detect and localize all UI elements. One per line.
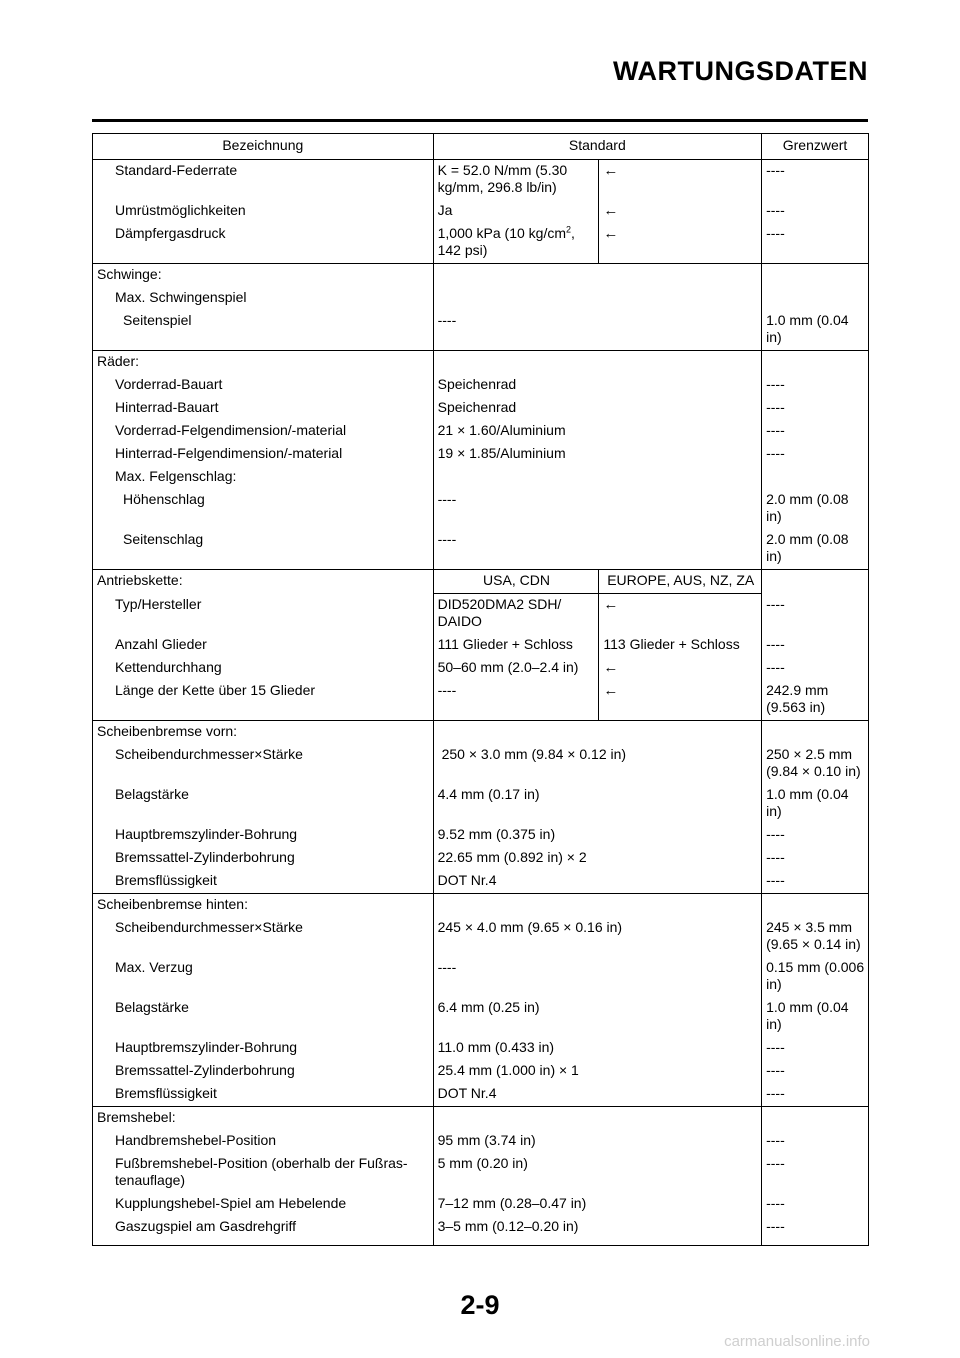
group-heading-row (93, 264, 869, 288)
table-row (93, 1060, 869, 1083)
region-europe: EUROPE, AUS, NZ, ZA (599, 570, 762, 594)
group-heading: Scheibenbremse hinten: (93, 894, 434, 918)
table-row (93, 917, 869, 957)
same-as-left-arrow: ← (599, 680, 762, 721)
table-row (93, 957, 869, 997)
same-as-left-arrow: ← (599, 223, 762, 264)
table-row (93, 443, 869, 466)
row-label: Kupplungshebel-Spiel am Hebelende (115, 1195, 347, 1211)
limit-value: ---- (762, 374, 869, 397)
limit-value: ---- (762, 634, 869, 657)
page-number: 2-9 (460, 1290, 500, 1320)
std-value-2: 113 Glieder + Schloss (599, 634, 762, 657)
limit-value: ---- (762, 1083, 869, 1107)
page-title: WARTUNGSDATEN (613, 56, 868, 86)
table-row (93, 594, 869, 635)
std-value: Speichenrad (433, 397, 761, 420)
limit-value: ---- (762, 1060, 869, 1083)
std-value: 50–60 mm (2.0–2.4 in) (433, 657, 599, 680)
table-row (93, 310, 869, 351)
group-heading: Räder: (93, 351, 434, 375)
table-row (93, 744, 869, 784)
group-heading: Bremshebel: (93, 1107, 434, 1131)
table-row (93, 680, 869, 721)
table-row (93, 420, 869, 443)
spec-table (92, 133, 869, 1246)
row-label: Hinterrad-Felgendimension/-material (115, 445, 343, 461)
std-value: DID520DMA2 SDH/ DAIDO (433, 594, 599, 635)
limit-value: 250 × 2.5 mm (9.84 × 0.10 in) (762, 744, 869, 784)
table-row (93, 1216, 869, 1246)
row-label: Scheibendurchmesser×Stärke (115, 746, 303, 762)
group-heading-row (93, 570, 869, 594)
table-row (93, 1083, 869, 1107)
table-row (93, 784, 869, 824)
row-label: Vorderrad-Bauart (115, 376, 223, 392)
row-label: Gaszugspiel am Gasdrehgriff (115, 1218, 297, 1234)
std-value: ---- (433, 310, 761, 351)
table-row (93, 160, 869, 201)
table-row (93, 223, 869, 264)
limit-value: ---- (762, 1037, 869, 1060)
row-label: Kettendurchhang (115, 659, 222, 675)
std-value: ---- (433, 957, 761, 997)
std-value: 95 mm (3.74 in) (433, 1130, 761, 1153)
header-standard: Standard (433, 134, 761, 160)
table-row (93, 1153, 869, 1193)
limit-value: ---- (762, 200, 869, 223)
table-row (93, 1037, 869, 1060)
row-label: Seitenspiel (123, 312, 192, 328)
same-as-left-arrow: ← (599, 200, 762, 223)
std-value: 11.0 mm (0.433 in) (433, 1037, 761, 1060)
std-value: ---- (433, 489, 761, 529)
std-value: 245 × 4.0 mm (9.65 × 0.16 in) (433, 917, 761, 957)
table-row (93, 657, 869, 680)
group-heading-row (93, 721, 869, 745)
row-label: Fußbremshebel-Position (oberhalb der Fußras-tenauflage) (115, 1155, 408, 1188)
table-row (93, 1193, 869, 1216)
table-row (93, 489, 869, 529)
limit-value: ---- (762, 870, 869, 894)
std-value: 5 mm (0.20 in) (433, 1153, 761, 1193)
row-label: Standard-Federrate (115, 162, 238, 178)
std-value: 7–12 mm (0.28–0.47 in) (433, 1193, 761, 1216)
limit-value: ---- (762, 594, 869, 635)
group-heading: Schwinge: (93, 264, 434, 288)
row-label: Max. Verzug (115, 959, 193, 975)
limit-value: ---- (762, 847, 869, 870)
std-value: 1,000 kPa (10 $kg/cm^2$, 142 psi) (433, 223, 599, 264)
limit-value: ---- (762, 1216, 869, 1246)
std-value: 3–5 mm (0.12–0.20 in) (433, 1216, 761, 1246)
group-heading-row (93, 1107, 869, 1131)
row-label: Max. Felgenschlag: (115, 468, 237, 484)
group-heading-row (93, 351, 869, 375)
std-value: 21 × 1.60/Aluminium (433, 420, 761, 443)
header-row (93, 134, 869, 160)
same-as-left-arrow: ← (599, 160, 762, 201)
std-value: DOT Nr.4 (433, 1083, 761, 1107)
row-label: Hauptbremszylinder-Bohrung (115, 826, 298, 842)
std-value: 19 × 1.85/Aluminium (433, 443, 761, 466)
row-label: Handbremshebel-Position (115, 1132, 277, 1148)
group-heading-row (93, 894, 869, 918)
limit-value: ---- (762, 1193, 869, 1216)
header-grenzwert: Grenzwert (762, 134, 869, 160)
table-row (93, 824, 869, 847)
row-label: Belagstärke (115, 999, 189, 1015)
limit-value: ---- (762, 443, 869, 466)
row-label: Hinterrad-Bauart (115, 399, 219, 415)
footer-watermark[interactable]: carmanualsonline.info (724, 1333, 870, 1350)
limit-value: 0.15 mm (0.006 in) (762, 957, 869, 997)
limit-value: ---- (762, 160, 869, 201)
std-value: ---- (433, 529, 761, 570)
std-value: ---- (433, 680, 599, 721)
table-row (93, 466, 869, 489)
limit-value: 2.0 mm (0.08 in) (762, 489, 869, 529)
table-row (93, 997, 869, 1037)
row-label: Hauptbremszylinder-Bohrung (115, 1039, 298, 1055)
table-row (93, 200, 869, 223)
same-as-left-arrow: ← (599, 594, 762, 635)
std-value: 6.4 mm (0.25 in) (433, 997, 761, 1037)
std-value: 22.65 mm (0.892 in) × 2 (433, 847, 761, 870)
limit-value: 1.0 mm (0.04 in) (762, 784, 869, 824)
group-heading: Scheibenbremse vorn: (93, 721, 434, 745)
row-label: Höhenschlag (123, 491, 205, 507)
std-value: 9.52 mm (0.375 in) (433, 824, 761, 847)
row-label: Typ/Hersteller (115, 595, 202, 612)
limit-value: ---- (762, 397, 869, 420)
row-label: Bremssattel-Zylinderbohrung (115, 849, 295, 865)
row-label: Max. Schwingenspiel (115, 289, 247, 305)
table-row (93, 634, 869, 657)
table-row (93, 870, 869, 894)
limit-value: 1.0 mm (0.04 in) (762, 997, 869, 1037)
std-value: Ja (433, 200, 599, 223)
row-label: Bremsflüssigkeit (115, 872, 217, 888)
row-label: Scheibendurchmesser×Stärke (115, 919, 303, 935)
table-row (93, 287, 869, 310)
row-label: Vorderrad-Felgendimension/-material (115, 422, 347, 438)
region-usa-cdn: USA, CDN (433, 570, 599, 594)
table-row (93, 529, 869, 570)
limit-value: 2.0 mm (0.08 in) (762, 529, 869, 570)
table-row (93, 374, 869, 397)
limit-value: ---- (762, 657, 869, 680)
limit-value: ---- (762, 223, 869, 264)
std-value: 4.4 mm (0.17 in) (433, 784, 761, 824)
std-value: 25.4 mm (1.000 in) × 1 (433, 1060, 761, 1083)
header-bezeichnung: Bezeichnung (93, 134, 434, 160)
table-row (93, 847, 869, 870)
limit-value: ---- (762, 420, 869, 443)
std-value: 250 × 3.0 mm (9.84 × 0.12 in) (433, 744, 761, 784)
std-value: 111 Glieder + Schloss (433, 634, 599, 657)
title-rule (92, 119, 868, 122)
same-as-left-arrow: ← (599, 657, 762, 680)
std-value: DOT Nr.4 (433, 870, 761, 894)
limit-value: 1.0 mm (0.04 in) (762, 310, 869, 351)
std-value: Speichenrad (433, 374, 761, 397)
row-label: Umrüstmöglichkeiten (115, 202, 246, 218)
group-heading: Antriebskette: (93, 570, 434, 594)
table-row (93, 397, 869, 420)
row-label: Anzahl Glieder (115, 636, 207, 652)
table-row (93, 1130, 869, 1153)
std-value: K = 52.0 N/mm (5.30 kg/mm, 296.8 lb/in) (433, 160, 599, 201)
limit-value: ---- (762, 1130, 869, 1153)
limit-value: 245 × 3.5 mm (9.65 × 0.14 in) (762, 917, 869, 957)
limit-value: ---- (762, 824, 869, 847)
row-label: Bremsflüssigkeit (115, 1085, 217, 1101)
limit-value: 242.9 mm (9.563 in) (762, 680, 869, 721)
row-label: Dämpfergasdruck (115, 225, 226, 241)
row-label: Seitenschlag (123, 531, 204, 547)
row-label: Bremssattel-Zylinderbohrung (115, 1062, 295, 1078)
row-label: Belagstärke (115, 786, 189, 802)
row-label: Länge der Kette über 15 Glieder (115, 682, 316, 698)
limit-value: ---- (762, 1153, 869, 1193)
